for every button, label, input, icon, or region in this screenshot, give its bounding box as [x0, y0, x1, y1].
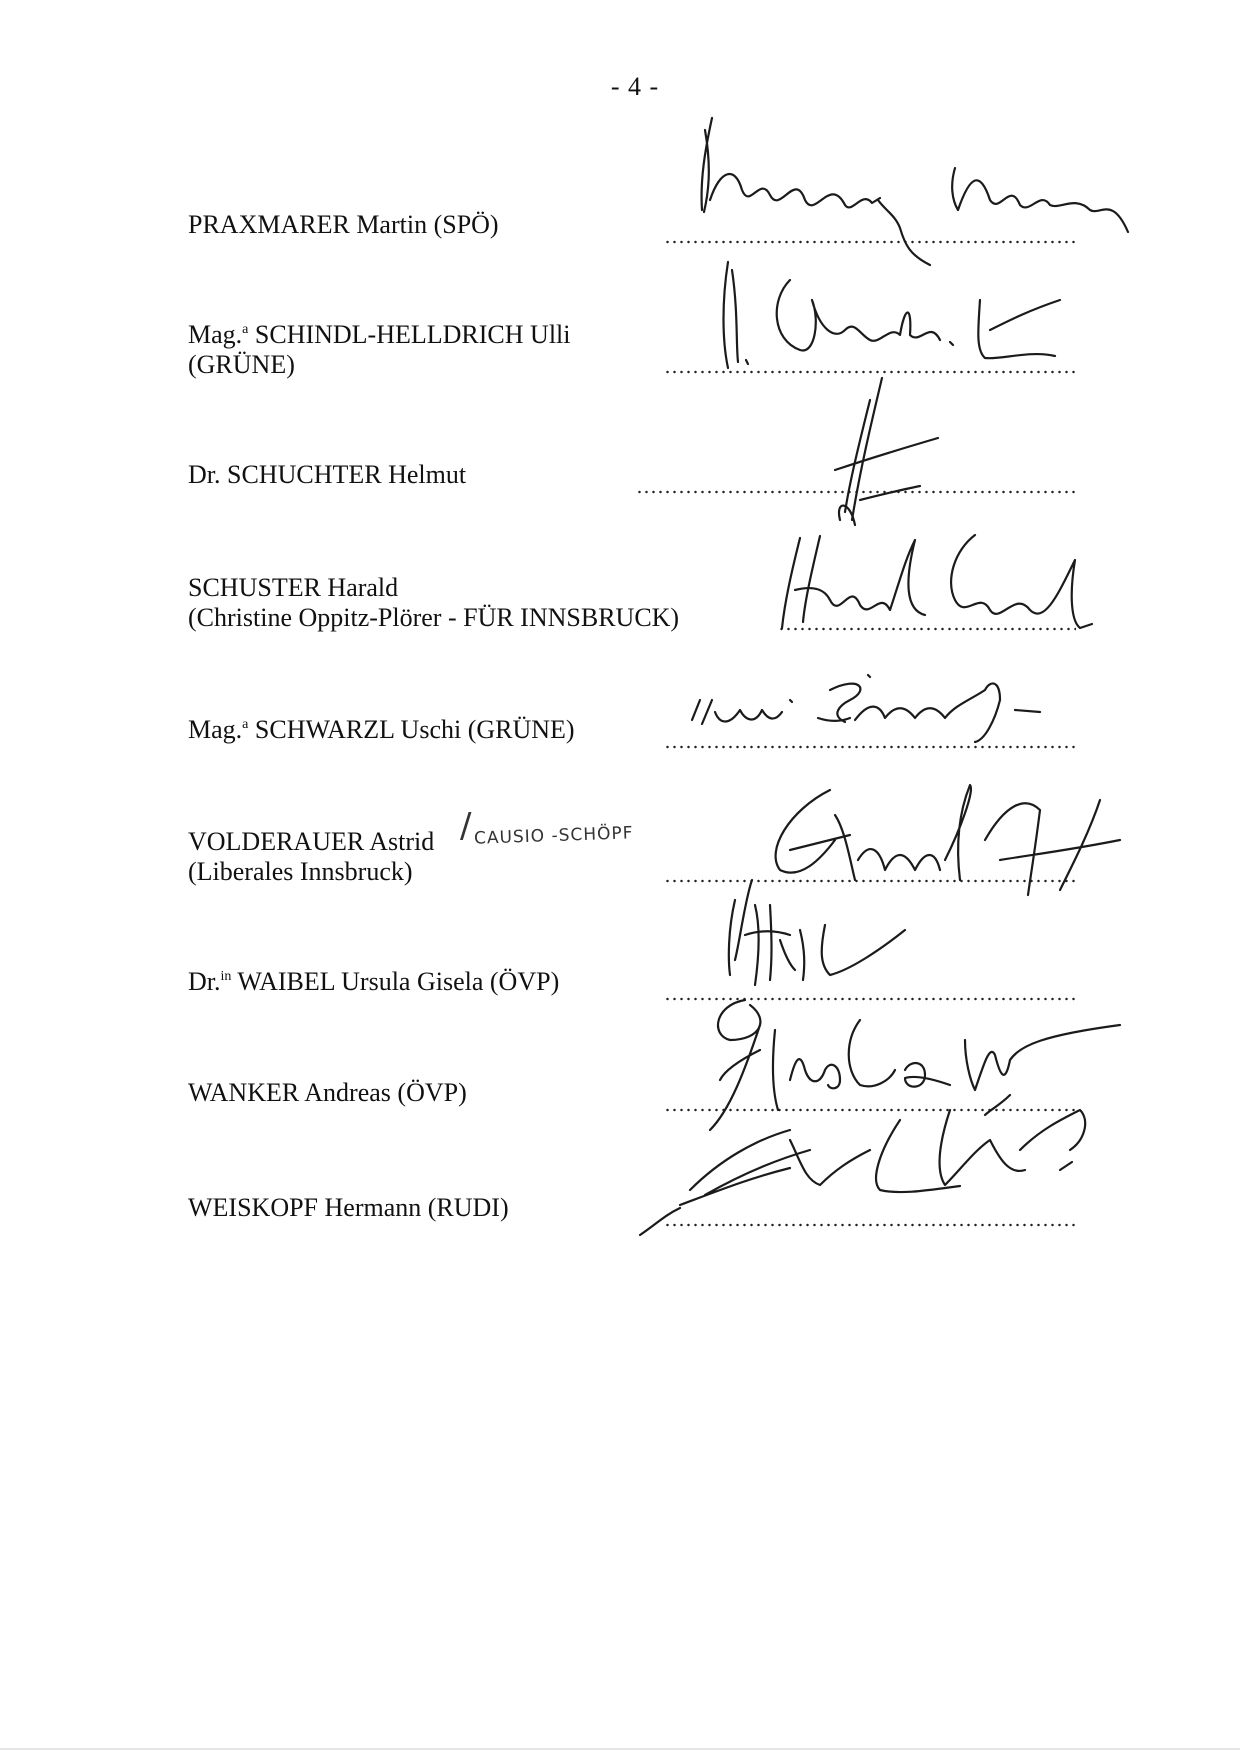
entry-party: (GRÜNE) [188, 350, 295, 379]
entry-label [188, 967, 559, 997]
signature-line [664, 240, 1076, 244]
page-number: - 4 - [610, 72, 660, 101]
annotation-slash: / [460, 806, 472, 846]
signature-line [664, 745, 1076, 749]
signature-line [664, 1223, 1076, 1227]
signature-line [664, 997, 1076, 1001]
entry-label [188, 573, 679, 633]
entry-title: Mag. [188, 320, 243, 349]
entry-name: PRAXMARER Martin (SPÖ) [188, 210, 499, 239]
entry-party: (Liberales Innsbruck) [188, 857, 413, 886]
entry-name: SCHUSTER Harald [188, 573, 399, 602]
signature-entry-schuster [188, 573, 1188, 663]
signature-entry-schwarzl [188, 715, 1188, 805]
entry-title: Mag. [188, 715, 243, 744]
page-bottom-edge [0, 1748, 1240, 1750]
entry-name: VOLDERAUER Astrid [188, 827, 435, 856]
entry-title-sup: in [220, 969, 232, 984]
signature-line [778, 627, 1076, 631]
signature-line [664, 370, 1076, 374]
entry-label [188, 320, 570, 380]
signature-entry-schindl-helldrich [188, 320, 1188, 410]
signature-entry-waibel [188, 967, 1188, 1057]
entry-name: SCHWARZL Uschi (GRÜNE) [254, 715, 575, 744]
signature-line [664, 879, 1076, 883]
handwritten-annotation: CAUSIO -SCHÖPF [473, 823, 634, 849]
entry-name: WANKER Andreas (ÖVP) [188, 1078, 467, 1107]
signature-entry-weiskopf [188, 1193, 1188, 1283]
entry-label [188, 715, 575, 745]
entry-label [188, 827, 434, 887]
entry-name: SCHINDL-HELLDRICH Ulli [254, 320, 571, 349]
entry-title: Dr. [188, 967, 221, 996]
signature-entry-wanker [188, 1078, 1188, 1168]
entry-name: Dr. SCHUCHTER Helmut [188, 460, 467, 489]
entry-party: (Christine Oppitz-Plörer - FÜR INNSBRUCK) [188, 603, 680, 632]
entry-name: WEISKOPF Hermann (RUDI) [188, 1193, 509, 1222]
entry-title-sup: a [242, 717, 249, 732]
entry-name: WAIBEL Ursula Gisela (ÖVP) [237, 967, 560, 996]
entry-title-sup: a [242, 322, 249, 337]
signature-entry-schuchter [188, 460, 1188, 550]
signature-line [636, 490, 1076, 494]
signature-entry-praxmarer [188, 210, 1188, 300]
signature-line [664, 1108, 1076, 1112]
signature-entry-volderauer [188, 827, 1188, 917]
